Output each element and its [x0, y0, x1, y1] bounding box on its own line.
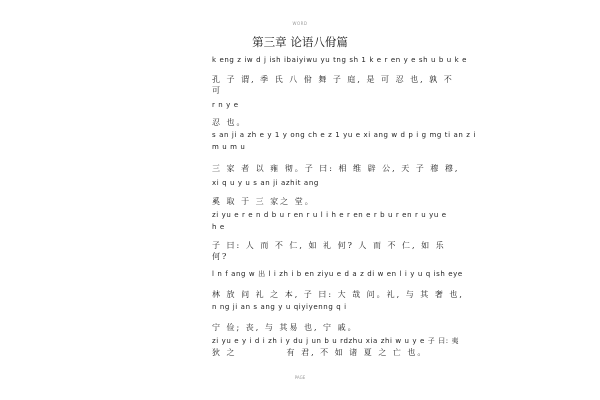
- hanzi-line: 何?: [212, 252, 229, 261]
- hanzi-line: [212, 347, 427, 358]
- pinyin-line: zi yu e r e n d b u r en r u l i h e r en e r b u r en r u yu e: [212, 211, 447, 219]
- pinyin-line: xi q u y u s an ji azhit ang: [212, 179, 319, 187]
- pinyin-line: r n y e: [212, 101, 239, 109]
- hanzi-line: 孔 子 谓, 季 氏 八 佾 舞 子 庭, 是 可 忍 也, 孰 不: [212, 75, 454, 84]
- chapter-title: 第三章 论语八佾篇: [252, 35, 348, 49]
- hanzi-line: 宁 俭; 丧, 与 其易 也, 宁 戚。: [212, 323, 358, 332]
- page-footer-mark: PAGE: [294, 375, 306, 380]
- pinyin-line: k eng z iw d j ish ibaiyiwu yu tng sh 1 k e r en y e sh u b u k e: [212, 56, 467, 64]
- hanzi-segment: 狄 之: [212, 348, 237, 357]
- pinyin-line: zi yu e y i d i zh i y du j un b u rdzhu xia zhi w u y e 子 曰: 夷: [212, 337, 460, 345]
- pinyin-line: h e: [212, 223, 225, 231]
- page-header-mark: WORD: [292, 21, 308, 26]
- hanzi-line: 林 放 问 礼 之 本, 子 曰: 大 哉 问。礼, 与 其 奢 也,: [212, 290, 464, 299]
- pinyin-line: l n f ang w 出 l i zh i b en ziyu e d a z di w en l i y u q ish eye: [212, 270, 463, 278]
- pinyin-line: s an ji a zh e y 1 y ong ch e z 1 yu e xi ang w d p i g mg ti an z i: [212, 131, 476, 139]
- hanzi-line: 可: [212, 86, 222, 95]
- pinyin-line: m u m u: [212, 143, 246, 151]
- pinyin-line: n ng ji an s ang y u qiyiyenng q i: [212, 303, 347, 311]
- hanzi-segment: 有 君, 不 如 诸 夏 之 亡 也。: [286, 348, 428, 357]
- hanzi-line: 奚 取 于 三 家之 堂。: [212, 197, 315, 206]
- hanzi-line: 忍 也。: [212, 118, 247, 127]
- hanzi-line: 三 家 者 以 雍 彻。子 曰: 相 维 辟 公, 天 子 穆 穆,: [212, 164, 460, 173]
- hanzi-line: 子 曰: 人 而 不 仁, 如 礼 何? 人 而 不 仁, 如 乐: [212, 241, 446, 250]
